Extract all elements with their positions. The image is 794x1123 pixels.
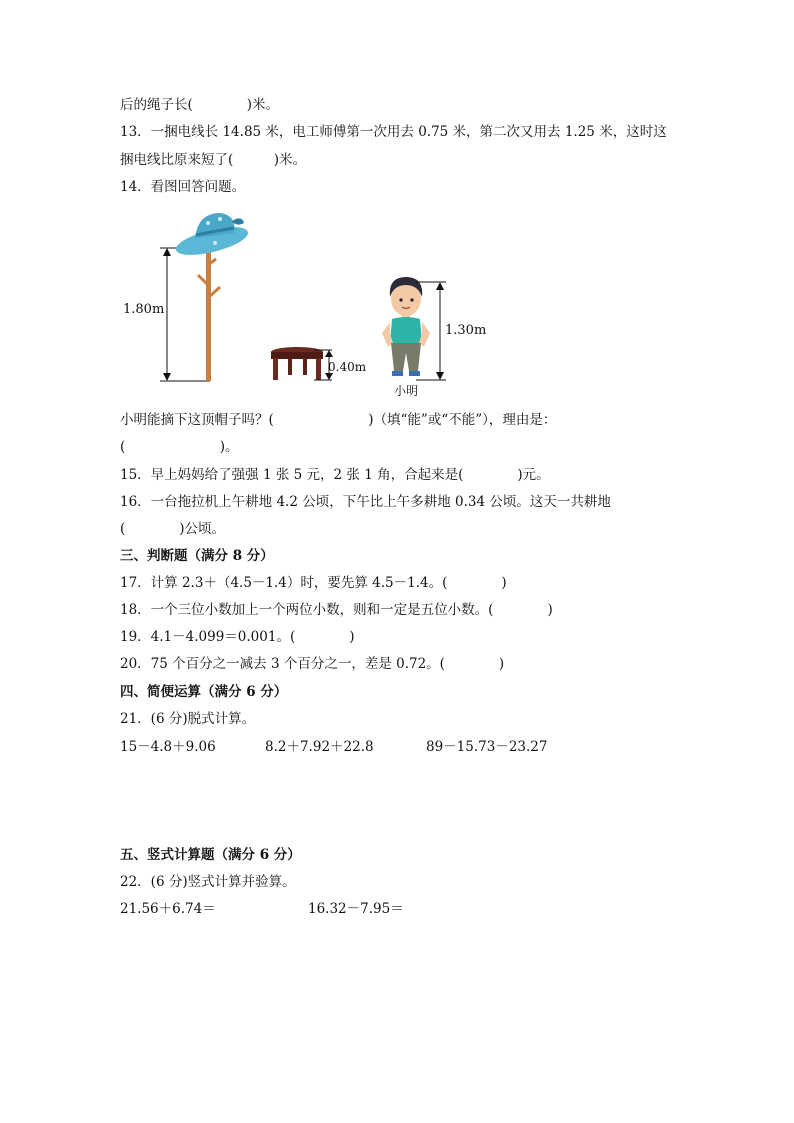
calc-expression-3: 89－15.73－23.27 <box>426 739 548 755</box>
question-22: 22．(6 分)竖式计算并验算。 <box>120 874 296 890</box>
question-18: 18．一个三位小数加上一个两位小数，则和一定是五位小数。( ) <box>120 602 553 618</box>
text-line: 后的绳子长( )米。 <box>120 97 280 113</box>
pole-height-marker <box>160 248 210 381</box>
question-15: 15．早上妈妈给了强强 1 张 5 元，2 张 1 角，合起来是( )元。 <box>120 467 550 483</box>
vertical-calc-1: 21.56＋6.74＝ <box>120 901 216 917</box>
section-heading-judgement: 三、判断题（满分 8 分） <box>120 548 274 564</box>
hat-icon <box>173 213 250 261</box>
boy-icon <box>382 277 430 376</box>
question-13-cont: 捆电线比原来短了( )米。 <box>120 152 307 168</box>
stool-height-label: 0.40m <box>328 360 367 374</box>
coat-pole <box>198 239 220 381</box>
pole-height-label: 1.80m <box>123 302 165 317</box>
question-13: 13．一捆电线长 14.85 米，电工师傅第一次用去 0.75 米，第二次又用去 1.25 米，这时这 <box>120 124 667 140</box>
person-height-label: 1.30m <box>445 323 487 338</box>
section-heading-vertical: 五、竖式计算题（满分 6 分） <box>120 847 301 863</box>
stool-icon <box>271 347 323 380</box>
question-19: 19．4.1－4.099＝0.001。( ) <box>120 629 355 645</box>
question-20: 20．75 个百分之一减去 3 个百分之一，差是 0.72。( ) <box>120 656 505 672</box>
question-17: 17．计算 2.3＋（4.5－1.4）时，要先算 4.5－1.4。( ) <box>120 575 507 591</box>
question-14-figure <box>120 205 500 405</box>
section-heading-simplify: 四、简便运算（满分 6 分） <box>120 684 288 700</box>
calc-expression-2: 8.2＋7.92＋22.8 <box>265 739 374 755</box>
question-16: 16．一台拖拉机上午耕地 4.2 公顷，下午比上午多耕地 0.34 公顷。这天一共耕地 <box>120 494 611 510</box>
person-name-label: 小明 <box>394 384 419 398</box>
question-21: 21．(6 分)脱式计算。 <box>120 711 256 727</box>
calc-expression-1: 15－4.8＋9.06 <box>120 739 216 755</box>
vertical-calc-2: 16.32－7.95＝ <box>308 901 404 917</box>
question-14-reason: ( )。 <box>120 439 239 455</box>
question-16-cont: ( )公顷。 <box>120 521 226 537</box>
question-14: 14．看图回答问题。 <box>120 179 246 195</box>
question-14-prompt: 小明能摘下这顶帽子吗？( )（填“能”或“不能”），理由是： <box>120 412 557 428</box>
